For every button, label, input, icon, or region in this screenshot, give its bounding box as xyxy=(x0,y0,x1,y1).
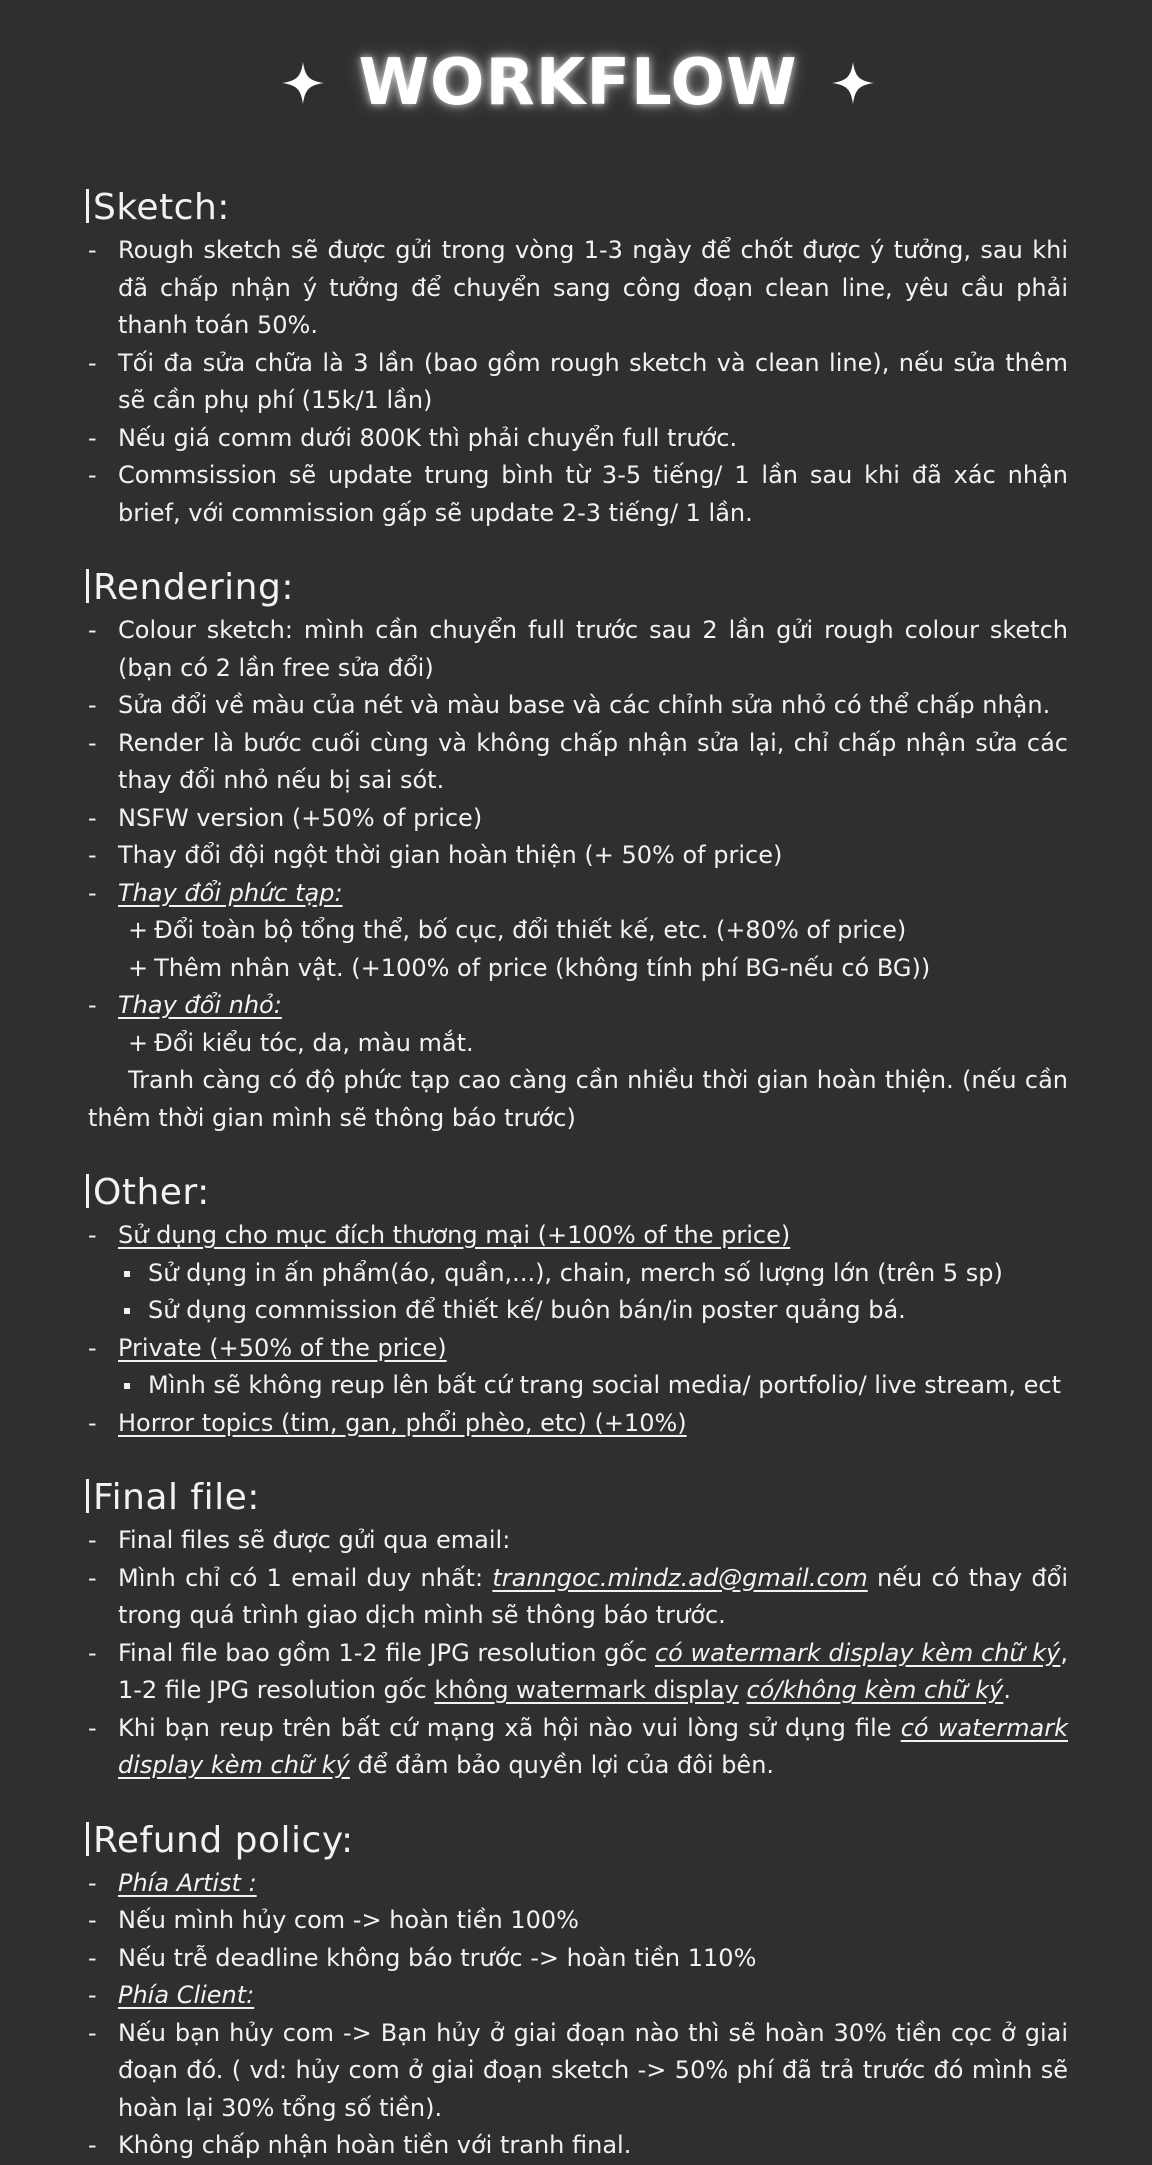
list-item: - Không chấp nhận hoàn tiền với tranh final. xyxy=(88,2131,632,2159)
rendering-list xyxy=(88,612,1068,1062)
section-heading xyxy=(86,566,1068,610)
list-item: - Final file bao gồm 1-2 file JPG resolution gốc có watermark display kèm chữ ký, 1-2 file JPG resolution gốc không watermark display có/không kèm chữ ký. xyxy=(88,1638,1068,1704)
rendering-note: Tranh càng có độ phức tạp cao càng cần nhiều thời gian hoàn thiện. (nếu cần thêm thời gian mình sẽ thông báo trước) xyxy=(88,1066,1068,1132)
list-item: - Khi bạn reup trên bất cứ mạng xã hội nào vui lòng sử dụng file có watermark display kèm chữ ký để đảm bảo quyền lợi của đôi bên. xyxy=(88,1713,1068,1779)
list-item: - Phía Client: xyxy=(88,1981,255,2009)
heading-text: Sketch: xyxy=(93,187,230,228)
sub-list xyxy=(118,1255,1068,1330)
sub-item: + Thêm nhân vật. (+100% of price (không tính phí BG-nếu có BG)) xyxy=(128,953,931,982)
square-bullet-icon xyxy=(124,1308,130,1314)
email-link[interactable]: tranngoc.mindz.ad@gmail.com xyxy=(492,1563,868,1592)
sparkle-icon xyxy=(282,62,324,104)
minor-change-label: Thay đổi nhỏ: xyxy=(118,991,282,1019)
section-rendering xyxy=(88,566,1068,1137)
list-item: - Nếu mình hủy com -> hoàn tiền 100% xyxy=(88,1906,579,1934)
complex-change-label: Thay đổi phức tạp: xyxy=(118,878,343,907)
list-item: - Nếu giá comm dưới 800K thì phải chuyển full trước. xyxy=(88,423,738,452)
refund-list xyxy=(88,1865,1068,2165)
heading-bar xyxy=(86,569,89,603)
section-refund-policy xyxy=(88,1819,1068,2165)
title-row xyxy=(88,38,1068,128)
sparkle-icon xyxy=(832,62,874,104)
list-item: - Mình chỉ có 1 email duy nhất: tranngoc.mindz.ad@gmail.com nếu có thay đổi trong quá trình giao dịch mình sẽ thông báo trước. xyxy=(88,1563,1068,1629)
heading-text: Final file: xyxy=(93,1477,260,1518)
section-heading xyxy=(86,1819,1068,1863)
client-label: Phía Client: xyxy=(118,1981,255,2009)
heading-text: Other: xyxy=(93,1172,210,1213)
sketch-list xyxy=(88,232,1068,532)
list-item: - Colour sketch: mình cần chuyển full trước sau 2 lần gửi rough colour sketch (bạn có 2 lần free sửa đổi) xyxy=(88,616,1068,682)
sub-item: Mình sẽ không reup lên bất cứ trang social media/ portfolio/ live stream, ect xyxy=(118,1367,1068,1405)
list-item: - Sử dụng cho mục đích thương mại (+100% of the price) Sử dụng in ấn phẩm(áo, quần,...), chain, merch số lượng lớn (trên 5 sp) Sử dụng commission để thiết kế/ buôn bán/in poster quảng bá. xyxy=(88,1217,1068,1330)
section-final-file xyxy=(88,1476,1068,1785)
list-item: - Thay đổi đội ngột thời gian hoàn thiện (+ 50% of price) xyxy=(88,841,783,869)
list-item: - NSFW version (+50% of price) xyxy=(88,803,483,832)
list-item: - Thay đổi phức tạp: + Đổi toàn bộ tổng thể, bố cục, đổi thiết kế, etc. (+80% of price) + Thêm nhân vật. (+100% of price (không tính phí BG-nếu có BG)) xyxy=(88,875,1068,988)
list-item: - Final files sẽ được gửi qua email: xyxy=(88,1526,511,1554)
list-item: - Private (+50% of the price) Mình sẽ không reup lên bất cứ trang social media/ portfolio/ live stream, ect xyxy=(88,1330,1068,1405)
sub-item: Sử dụng in ấn phẩm(áo, quần,...), chain, merch số lượng lớn (trên 5 sp) xyxy=(118,1255,1068,1293)
list-item: - Rough sketch sẽ được gửi trong vòng 1-3 ngày để chốt được ý tưởng, sau khi đã chấp nhận ý tưởng để chuyển sang công đoạn clean line, yêu cầu phải thanh toán 50%. xyxy=(88,236,1068,339)
sub-item: + Đổi toàn bộ tổng thể, bố cục, đổi thiết kế, etc. (+80% of price) xyxy=(128,916,907,944)
sub-list xyxy=(118,1367,1068,1405)
list-item: - Nếu bạn hủy com -> Bạn hủy ở giai đoạn nào thì sẽ hoàn 30% tiền cọc ở giai đoạn đó. ( vd: hủy com ở giai đoạn sketch -> 50% phí đã trả trước đó mình sẽ hoàn lại 30% tổng số tiền). xyxy=(88,2018,1068,2122)
square-bullet-icon xyxy=(124,1383,130,1389)
list-item: - Nếu trễ deadline không báo trước -> hoàn tiền 110% xyxy=(88,1943,757,1972)
heading-text: Rendering: xyxy=(93,567,294,608)
sub-item: + Đổi kiểu tóc, da, màu mắt. xyxy=(128,1028,474,1057)
sub-item: Sử dụng commission để thiết kế/ buôn bán/in poster quảng bá. xyxy=(118,1292,1068,1330)
page-title: WORKFLOW xyxy=(358,46,798,120)
list-item: - Commsission sẽ update trung bình từ 3-5 tiếng/ 1 lần sau khi đã xác nhận brief, với commission gấp sẽ update 2-3 tiếng/ 1 lần. xyxy=(88,461,1068,527)
final-list xyxy=(88,1522,1068,1785)
heading-bar xyxy=(86,1174,89,1208)
list-item: - Horror topics (tim, gan, phổi phèo, etc) (+10%) xyxy=(88,1408,687,1437)
heading-bar xyxy=(86,189,89,223)
other-list xyxy=(88,1217,1068,1442)
list-item: - Sửa đổi về màu của nét và màu base và các chỉnh sửa nhỏ có thể chấp nhận. xyxy=(88,691,1051,719)
list-item: - Phía Artist : xyxy=(88,1868,257,1897)
list-item: - Render là bước cuối cùng và không chấp nhận sửa lại, chỉ chấp nhận sửa các thay đổi nhỏ nếu bị sai sót. xyxy=(88,728,1068,794)
heading-bar xyxy=(86,1479,89,1513)
section-heading xyxy=(86,186,1068,230)
list-item: - Thay đổi nhỏ: + Đổi kiểu tóc, da, màu mắt. xyxy=(88,987,1068,1062)
section-other xyxy=(88,1171,1068,1442)
section-heading xyxy=(86,1476,1068,1520)
section-heading xyxy=(86,1171,1068,1215)
square-bullet-icon xyxy=(124,1271,130,1277)
section-sketch xyxy=(88,186,1068,532)
artist-label: Phía Artist : xyxy=(118,1868,257,1897)
heading-bar xyxy=(86,1822,89,1856)
heading-text: Refund policy: xyxy=(93,1819,354,1861)
list-item: - Tối đa sửa chữa là 3 lần (bao gồm rough sketch và clean line), nếu sửa thêm sẽ cần phụ phí (15k/1 lần) xyxy=(88,348,1068,414)
